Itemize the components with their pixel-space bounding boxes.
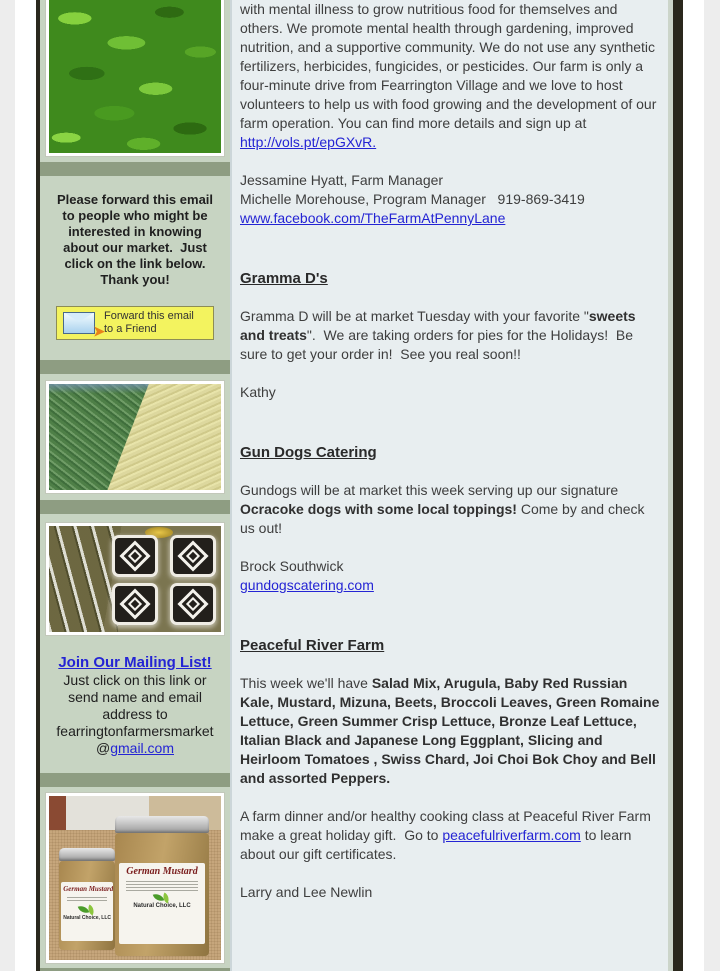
gmail-link[interactable]: gmail.com	[110, 740, 174, 756]
leaf-logo-icon	[154, 893, 170, 903]
mailing-list-panel	[40, 640, 230, 773]
mustard-label-maker: Natural Choice, LLC	[133, 902, 191, 909]
brownie	[115, 538, 155, 574]
page-margin-right	[704, 0, 720, 971]
photo-frame-mustard	[45, 792, 225, 964]
mailing-list-instructions: Just click on this link or send name and email address to fearringtonfarmersmarket @gmail.com	[56, 672, 218, 756]
email-frame-right-bar	[673, 0, 683, 971]
jar-lid	[59, 848, 115, 861]
mustard-jar-small	[59, 848, 115, 950]
mustard-label	[61, 882, 113, 941]
page-margin-left	[0, 0, 15, 971]
forward-email-panel	[40, 176, 230, 360]
peaceful-text-start: This week we'll have	[240, 675, 372, 691]
sidebar-divider	[40, 773, 230, 787]
green-beans-photo	[49, 384, 221, 490]
brownie	[173, 538, 213, 574]
farm-intro-paragraph	[240, 0, 662, 152]
bakery-tray	[49, 526, 118, 632]
gundogs-signoff: Brock Southwick	[240, 558, 344, 574]
gundogs-website-link[interactable]: gundogscatering.com	[240, 577, 374, 593]
gramma-ds-paragraph	[240, 307, 662, 364]
german-mustard-jars-photo	[49, 796, 221, 960]
facebook-link[interactable]: www.facebook.com/TheFarmAtPennyLane	[240, 210, 506, 226]
program-manager-line: Michelle Morehouse, Program Manager 919-869-3419	[240, 191, 585, 207]
section-heading-peaceful-river: Peaceful River Farm	[240, 637, 385, 654]
jar-lid	[115, 816, 209, 833]
forward-button-label: Forward this email to a Friend	[104, 310, 194, 335]
join-mailing-list-link[interactable]: Join Our Mailing List!	[58, 654, 212, 671]
sidebar-divider	[40, 360, 230, 374]
gundogs-text-bold: Ocracoke dogs with some local toppings!	[240, 501, 517, 517]
farm-manager-line: Jessamine Hyatt, Farm Manager	[240, 172, 444, 188]
forward-note-text: Please forward this email to people who might be interested in knowing about our market. Just click on the link below. Thank you!	[56, 192, 217, 287]
photo-frame-peppers	[45, 0, 225, 157]
main-content	[230, 0, 668, 971]
forward-email-button[interactable]	[56, 306, 214, 340]
sidebar-divider	[40, 500, 230, 514]
gift-text-start: A farm dinner and/or healthy cooking class at Peaceful River Farm make a great holiday gift. Go to	[240, 808, 655, 843]
gramma-text-bold: sweets and treats	[240, 308, 640, 343]
farm-intro-text: with mental illness to grow nutritious food for themselves and others. We promote mental health through gardening, improved nutrition, and a supportive community. We do not use any synthetic fertilizers, herbicides, fungicides, or pesticides. Our farm is only a four-minute drive from Fearrington Village and we love to host volunteers to help us with food growing and the development of our farm operation. You can find more details and sign up at	[240, 1, 661, 131]
brownie	[115, 586, 155, 622]
farm-contacts	[240, 171, 662, 228]
page-gutter-right	[683, 0, 704, 971]
email-body	[36, 0, 668, 971]
mustard-label	[119, 863, 206, 944]
mustard-label-maker: Natural Choice, LLC	[63, 915, 112, 922]
volunteer-signup-link[interactable]: http://vols.pt/epGXvR.	[240, 134, 377, 150]
gramma-text-end: ". We are taking orders for pies for the Holidays! Be sure to get your order in! See you real soon!!	[240, 327, 637, 362]
gramma-text-start: Gramma D will be at market Tuesday with your favorite "	[240, 308, 589, 324]
section-heading-gun-dogs: Gun Dogs Catering	[240, 444, 377, 461]
gundogs-text-end: Come by and check us out!	[240, 501, 649, 536]
gun-dogs-contact	[240, 557, 662, 595]
photo-frame-beans	[45, 380, 225, 494]
peaceful-gift-paragraph	[240, 807, 662, 864]
gold-cookie	[145, 527, 173, 538]
brownie	[173, 586, 213, 622]
label-fine-print	[67, 895, 107, 903]
gramma-signoff: Kathy	[240, 384, 276, 400]
sidebar-divider	[40, 162, 230, 176]
gundogs-text-start: Gundogs will be at market this week serving up our signature	[240, 482, 623, 498]
peaceful-produce-paragraph	[240, 674, 662, 788]
peaceful-produce-list-bold: Salad Mix, Arugula, Baby Red Russian Kale, Mustard, Mizuna, Beets, Broccoli Leaves, Green Romaine Lettuce, Green Summer Crisp Lettuce, Bronze Leaf Lettuce, Italian Black and Japanese Long Eggplant, Slicing and Heirloom Tomatoes , Swiss Chard, Joi Choi Bok Choy and Bell and assorted Peppers.	[240, 675, 664, 786]
forward-arrow-icon: ➤	[93, 323, 105, 339]
page-gutter-left	[15, 0, 36, 971]
section-heading-gramma-ds: Gramma D's	[240, 270, 328, 287]
iced-brownies-photo	[49, 526, 221, 632]
mustard-label-title: German Mustard	[63, 885, 113, 894]
brownie-grid	[115, 538, 217, 622]
gift-text-end: to learn about our gift certificates.	[240, 827, 636, 862]
leaf-logo-icon	[79, 905, 95, 915]
label-fine-print	[126, 879, 199, 891]
mustard-jar-large	[115, 816, 209, 956]
envelope-icon	[63, 312, 105, 339]
mustard-label-title: German Mustard	[126, 865, 198, 877]
photo-frame-cookies	[45, 522, 225, 636]
green-peppers-photo	[49, 0, 221, 153]
gun-dogs-paragraph	[240, 481, 662, 538]
peaceful-signoff: Larry and Lee Newlin	[240, 884, 373, 900]
peaceful-river-farm-link[interactable]: peacefulriverfarm.com	[442, 827, 581, 843]
sidebar	[40, 0, 230, 971]
